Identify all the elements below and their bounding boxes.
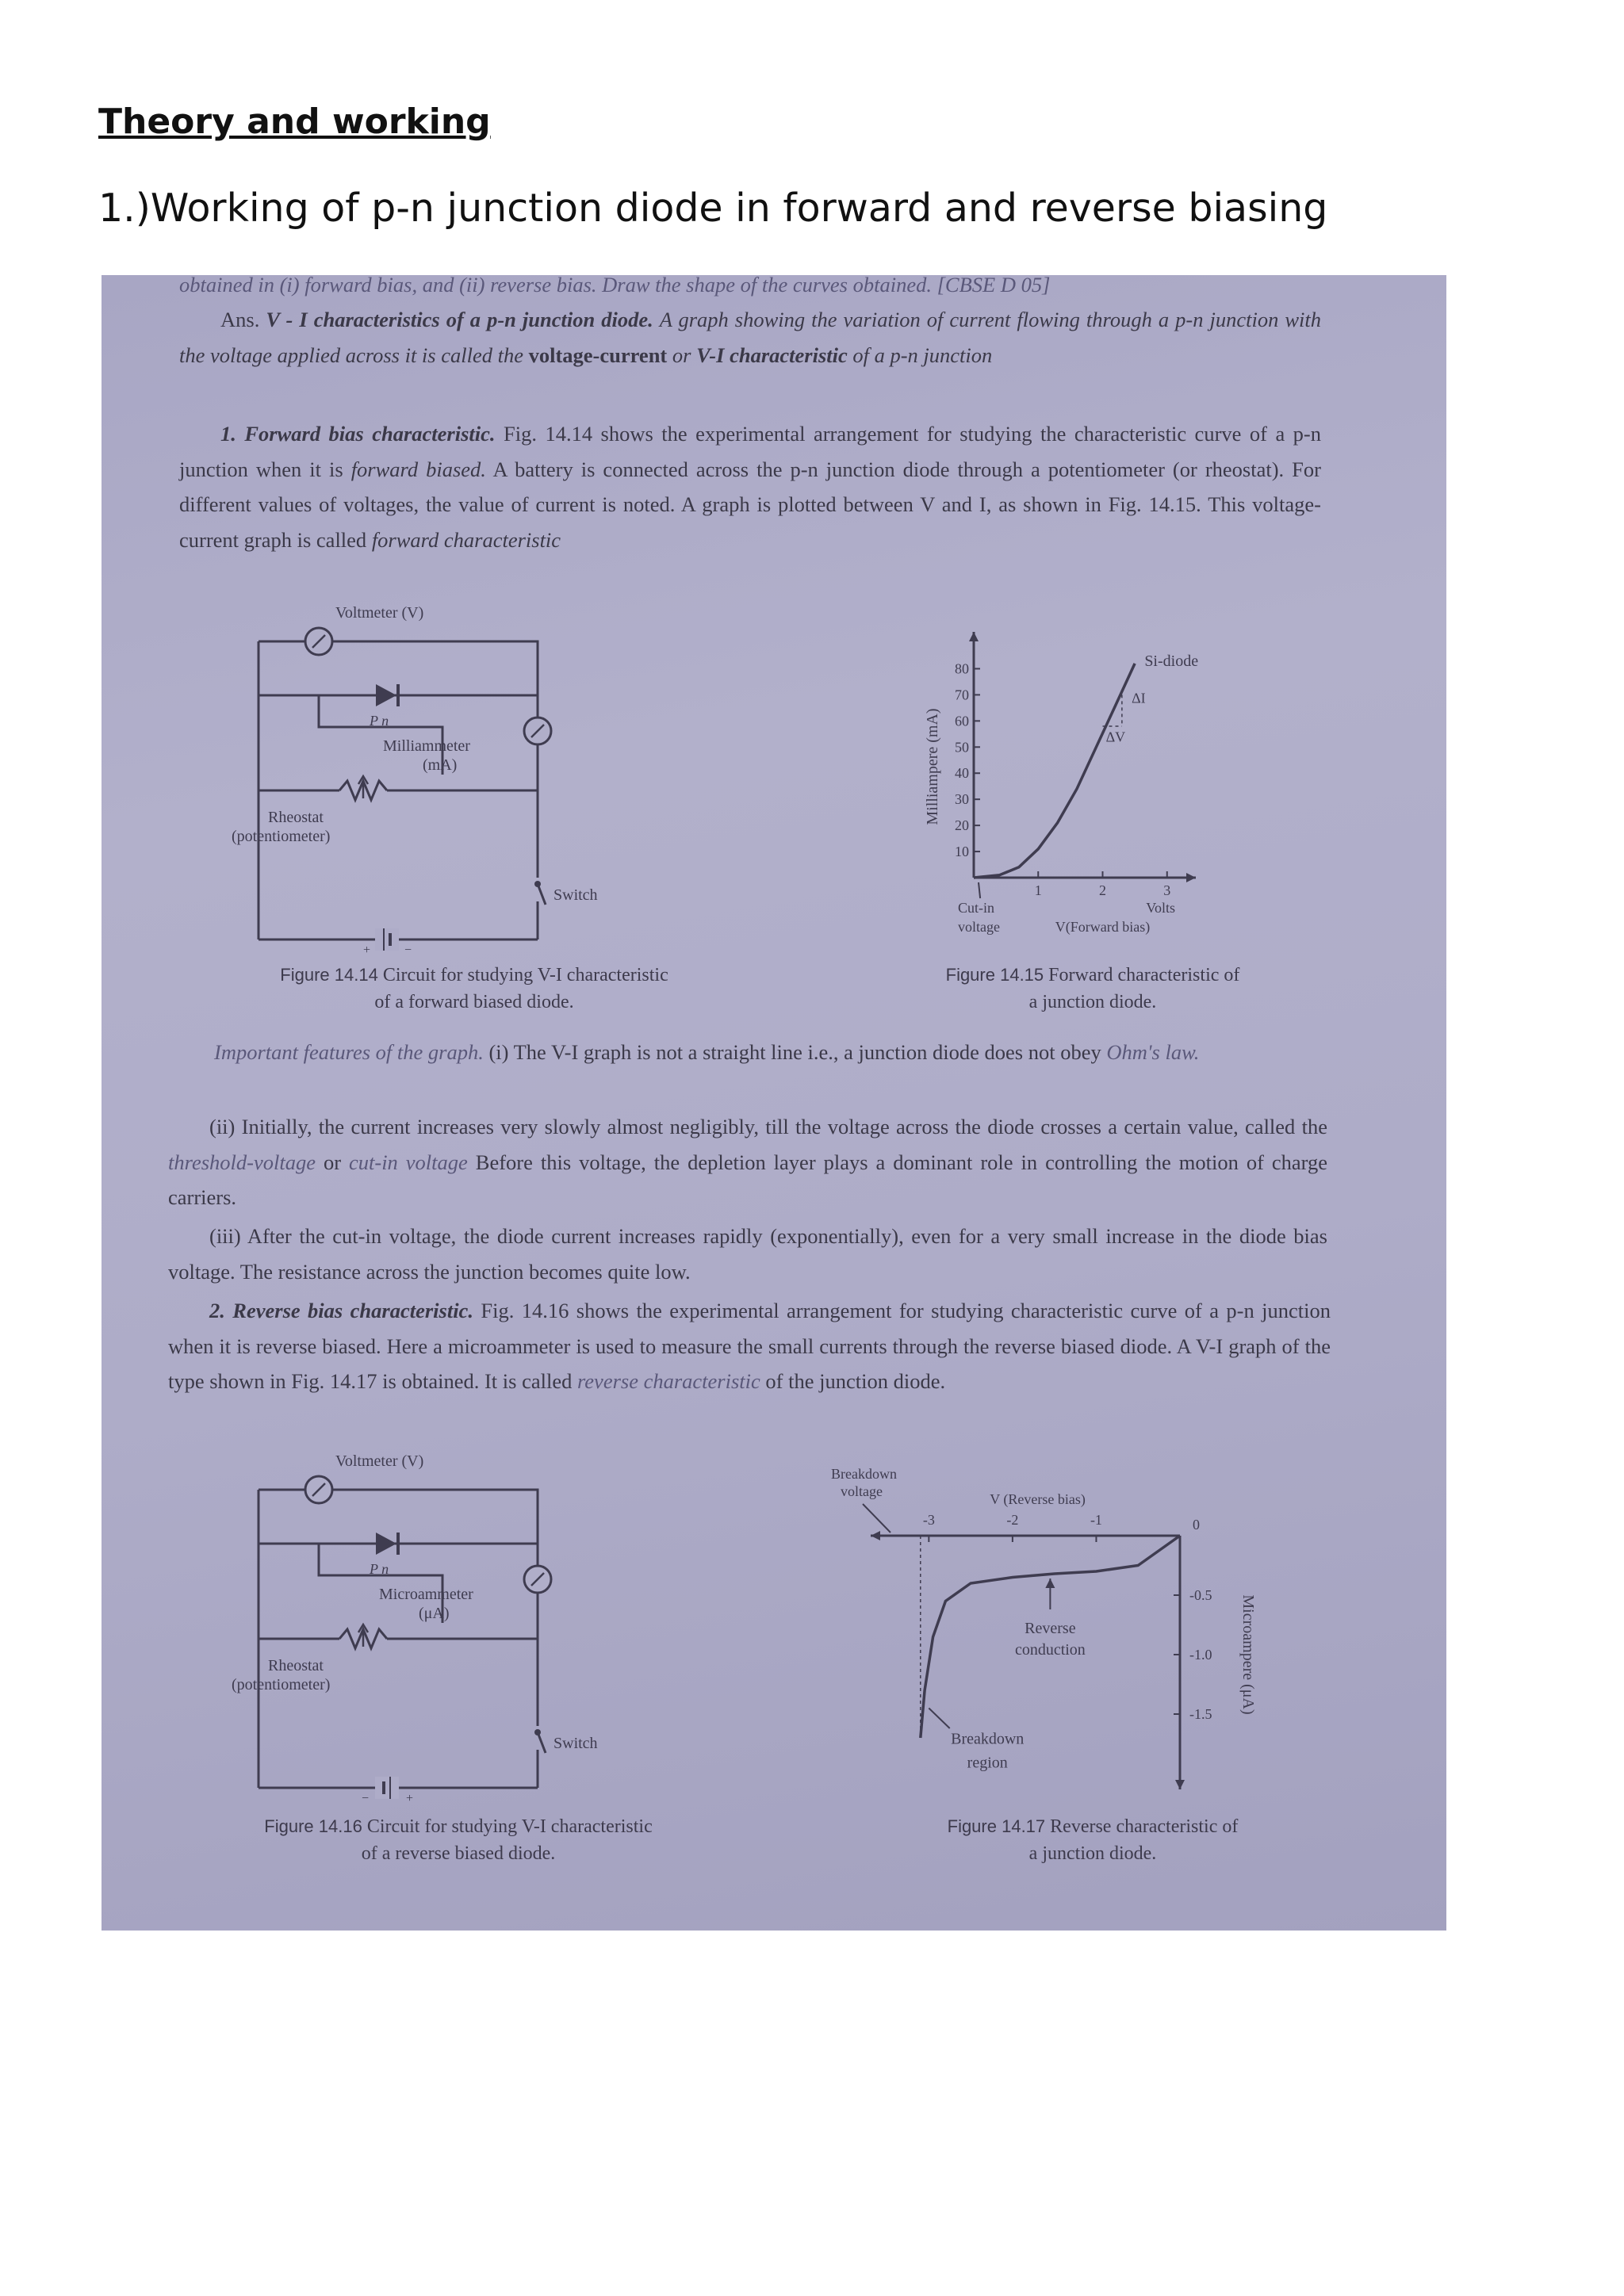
diode-icon	[376, 684, 396, 706]
caption-line-1: Circuit for studying V-I characteristic	[366, 1816, 653, 1837]
diode-icon	[376, 1533, 396, 1555]
milliammeter-unit: (mA)	[423, 756, 458, 774]
delta-v-label: ΔV	[1105, 729, 1126, 745]
answer-term: V - I characteristics of a p-n junction diode.	[266, 308, 653, 331]
forward-circuit-diagram	[220, 600, 696, 965]
question-text: obtained in (i) forward bias, and (ii) reverse bias. Draw the shape of the curves obtained.	[179, 275, 932, 297]
forward-bias-title: 1. Forward bias characteristic.	[220, 422, 496, 446]
y-axis-label: Microampere (μA)	[1239, 1594, 1257, 1715]
microammeter-unit: (μA)	[419, 1605, 450, 1622]
potentiometer-label: (potentiometer)	[232, 1676, 331, 1693]
paragraph-ii-text-2: Before this voltage, the depletion layer plays a dominant role in controlling the motion of charge carriers.	[168, 1150, 1328, 1209]
reverse-bias-paragraph	[168, 1293, 1331, 1399]
y-tick-label: -1.5	[1189, 1706, 1212, 1722]
x-tick-label: 1	[1034, 882, 1042, 898]
reverse-bias-text: Fig. 14.16 shows the experimental arrangement for studying characteristic curve of a p-n junction when it is reverse biased. Here a microammeter is used to measure the small currents through the reverse biased diode. A V-I graph of the type shown in Fig. 14.17 is obtained. It is called	[168, 1299, 1331, 1393]
x-axis-arrow	[871, 1531, 880, 1540]
y-tick-label: 70	[955, 687, 969, 703]
subheading: 1.)Working of p-n junction diode in forward and reverse biasing	[98, 186, 1328, 231]
answer-term-2: voltage-current	[528, 342, 668, 367]
x-tick-label: 3	[1163, 882, 1171, 898]
forward-curve	[974, 664, 1135, 878]
reverse-circuit-diagram	[220, 1448, 696, 1813]
si-diode-label: Si-diode	[1144, 652, 1199, 671]
features-lead: Important features of the graph.	[214, 1040, 484, 1064]
paragraph-ii	[168, 1109, 1327, 1215]
x-tick-label: 2	[1099, 882, 1106, 898]
breakdown-voltage-label-2: voltage	[841, 1483, 883, 1499]
reverse-characteristic-chart	[807, 1456, 1299, 1821]
caption-number: Figure 14.16	[264, 1816, 362, 1836]
y-axis-arrow	[1175, 1780, 1185, 1789]
reverse-conduction-arrowhead	[1045, 1578, 1055, 1588]
y-tick-label: 50	[955, 739, 969, 756]
question-tag: [CBSE D 05]	[936, 275, 1051, 297]
breakdown-region-label-2: region	[967, 1754, 1008, 1772]
voltmeter-label: Voltmeter (V)	[335, 1452, 424, 1470]
answer-text: A graph showing the variation of current flowing through a p-n junction with the voltage applied across it is called the	[179, 308, 1321, 367]
cut-in-arrow	[979, 882, 980, 898]
answer-term-3: V-I characteristic	[696, 342, 848, 367]
rheostat-label: Rheostat	[268, 1657, 324, 1674]
microammeter-label: Microammeter	[379, 1586, 473, 1603]
y-tick-label: 80	[955, 660, 969, 677]
caption-number: Figure 14.15	[945, 965, 1044, 985]
origin-label: 0	[1193, 1517, 1200, 1533]
answer-tail: of a p-n junction	[852, 342, 993, 367]
paragraph-iii	[168, 1219, 1327, 1289]
y-tick-label: 30	[955, 791, 969, 808]
answer-paragraph	[179, 302, 1321, 373]
caption-line-1: Reverse characteristic of	[1050, 1816, 1239, 1837]
x-axis-label-volts: Volts	[1146, 900, 1175, 916]
battery-plus: +	[363, 943, 371, 957]
caption-line-2: of a forward biased diode.	[374, 992, 574, 1012]
forward-bias-paragraph	[179, 416, 1321, 557]
textbook-page-photo	[102, 275, 1446, 1931]
ohms-law: Ohm's law.	[1106, 1040, 1200, 1064]
figure-14-17-caption	[887, 1813, 1299, 1867]
figure-14-16-caption	[220, 1813, 696, 1867]
x-tick-label: -3	[922, 1512, 935, 1528]
breakdown-region-label: Breakdown	[951, 1730, 1025, 1748]
x-axis-arrow	[1186, 873, 1196, 882]
paragraph-ii-text: (ii) Initially, the current increases very slowly almost negligibly, till the voltage across the diode crosses a certain value, called the	[209, 1115, 1327, 1138]
battery-minus: −	[404, 943, 412, 957]
breakdown-region-arrow	[929, 1709, 949, 1729]
forward-characteristic-chart	[855, 616, 1220, 965]
figure-14-15-caption	[887, 962, 1299, 1016]
reverse-bias-tail: of the junction diode.	[765, 1369, 946, 1393]
reverse-conduction-label: Reverse	[1025, 1620, 1076, 1637]
breakdown-voltage-label: Breakdown	[831, 1466, 897, 1482]
cut-in-voltage: cut-in voltage	[349, 1150, 468, 1174]
voltmeter-label: Voltmeter (V)	[335, 604, 424, 622]
cut-in-label-2: voltage	[958, 919, 1000, 935]
y-tick-label: 40	[955, 765, 969, 782]
x-axis-label-bias: V(Forward bias)	[1055, 919, 1151, 935]
threshold-voltage: threshold-voltage	[168, 1150, 316, 1174]
section-heading: Theory and working	[98, 101, 491, 142]
features-paragraph	[173, 1035, 1327, 1070]
battery-plus: +	[406, 1792, 414, 1805]
paragraph-iii-text: (iii) After the cut-in voltage, the diode current increases rapidly (exponentially), even for a very small increase in the diode bias voltage. The resistance across the junction becomes quite low.	[168, 1224, 1327, 1284]
y-tick-label: 20	[955, 817, 969, 834]
caption-line-1: Forward characteristic of	[1048, 965, 1240, 985]
reverse-bias-title: 2. Reverse bias characteristic.	[209, 1299, 473, 1322]
caption-line-2: a junction diode.	[1028, 1843, 1157, 1864]
battery-icon	[375, 928, 399, 951]
x-tick-label: -1	[1090, 1512, 1102, 1528]
y-tick-label: 10	[955, 844, 969, 860]
switch-label: Switch	[553, 1735, 598, 1752]
forward-bias-em-2: forward characteristic	[371, 527, 561, 552]
y-axis-label: Milliampere (mA)	[924, 708, 941, 825]
y-axis-arrow	[969, 632, 979, 641]
y-tick-label: -0.5	[1189, 1587, 1212, 1603]
battery-minus: −	[362, 1792, 370, 1805]
potentiometer-label: (potentiometer)	[232, 828, 331, 845]
x-tick-label: -2	[1006, 1512, 1019, 1528]
caption-line-1: Circuit for studying V-I characteristic	[382, 965, 668, 985]
reverse-characteristic: reverse characteristic	[576, 1369, 760, 1393]
pn-label: P n	[370, 713, 389, 729]
question-line	[179, 275, 1321, 303]
caption-number: Figure 14.17	[947, 1816, 1046, 1836]
y-tick-label: 60	[955, 713, 969, 729]
rheostat-label: Rheostat	[268, 809, 324, 826]
battery-icon	[375, 1777, 399, 1799]
caption-line-2: of a reverse biased diode.	[361, 1843, 556, 1864]
reverse-conduction-label-2: conduction	[1014, 1641, 1086, 1659]
y-tick-label: -1.0	[1189, 1647, 1212, 1663]
x-axis-label: V (Reverse bias)	[990, 1491, 1086, 1507]
caption-number: Figure 14.14	[280, 965, 378, 985]
switch-label: Switch	[553, 886, 598, 904]
forward-bias-text-2: A battery is connected across the p-n junction diode through a potentiometer (or rheostat). For different values of voltages, the value of current is noted. A graph is plotted between V and I, as shown in Fig. 14.15. This voltage-current graph is called	[179, 457, 1321, 552]
breakdown-voltage-arrow	[863, 1504, 891, 1533]
forward-bias-em: forward biased.	[350, 457, 486, 481]
milliammeter-label: Milliammeter	[383, 737, 470, 755]
caption-line-2: a junction diode.	[1028, 992, 1157, 1012]
features-text: (i) The V-I graph is not a straight line i.e., a junction diode does not obey	[488, 1040, 1101, 1064]
paragraph-ii-or: or	[323, 1150, 342, 1174]
cut-in-label: Cut-in	[958, 900, 995, 916]
figure-14-14-caption	[236, 962, 712, 1016]
pn-label: P n	[370, 1561, 389, 1577]
delta-i-label: ΔI	[1132, 690, 1146, 706]
forward-bias-text: Fig. 14.14 shows the experimental arrangement for studying the characteristic curve of a p-n junction when it is	[179, 422, 1322, 481]
answer-or: or	[672, 342, 691, 367]
answer-label: Ans.	[220, 308, 260, 331]
